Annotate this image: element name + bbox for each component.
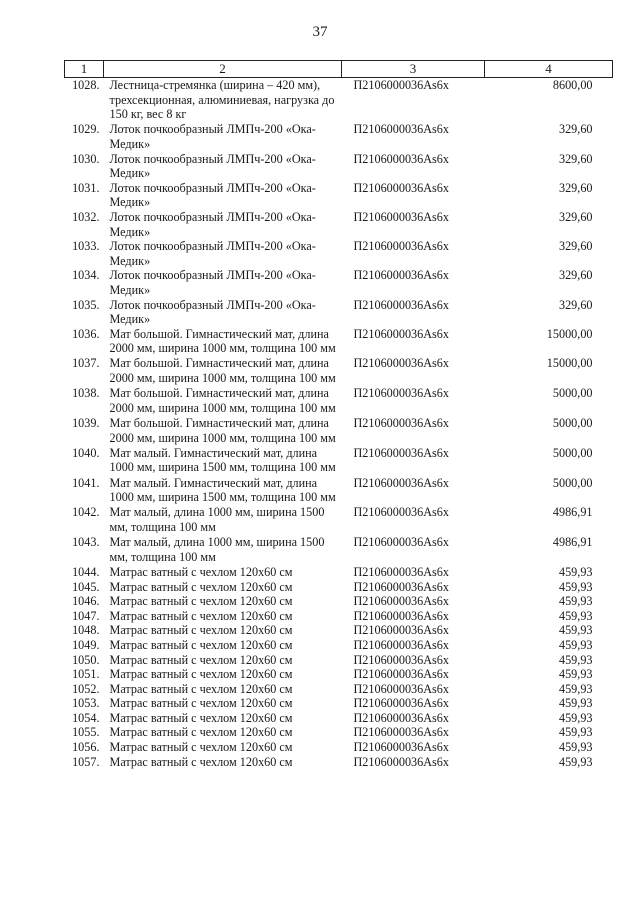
item-name: Матрас ватный с чехлом 120х60 см <box>109 667 293 682</box>
item-name: Лестница-стремянка (ширина – 420 мм), трехсекционная, алюминиевая, нагрузка до 150 кг, вес 8 кг <box>109 78 335 122</box>
item-name: Матрас ватный с чехлом 120х60 см <box>109 696 293 711</box>
item-price: 459,93 <box>558 696 593 711</box>
item-price: 459,93 <box>558 594 593 609</box>
item-price: 8600,00 <box>552 78 593 92</box>
item-price: 329,60 <box>558 180 593 195</box>
item-name: Матрас ватный с чехлом 120х60 см <box>109 579 293 594</box>
item-code: П2106000036Аs6х <box>353 608 449 623</box>
page-number: 37 <box>312 24 328 40</box>
table-row <box>65 711 613 726</box>
item-price: 459,93 <box>558 725 593 740</box>
inventory-table <box>64 60 613 769</box>
row-number: 1034. <box>72 268 100 283</box>
item-name: Мат малый, длина 1000 мм, ширина 1500 мм, толщина 100 мм <box>109 535 325 564</box>
table-row <box>65 327 613 357</box>
row-number: 1042. <box>72 505 100 520</box>
item-code: П2106000036Аs6х <box>353 564 449 579</box>
item-price: 15000,00 <box>546 326 593 341</box>
item-code: П2106000036Аs6х <box>353 637 449 652</box>
table-row <box>65 755 613 770</box>
table-row <box>65 356 613 386</box>
row-number: 1044. <box>72 564 100 579</box>
table-row <box>65 298 613 327</box>
item-price: 4986,91 <box>552 505 593 520</box>
item-name: Лоток почкообразный ЛМПч-200 «Ока-Медик» <box>109 239 316 268</box>
row-number: 1039. <box>72 416 100 431</box>
row-number: 1043. <box>72 535 100 550</box>
item-name: Лоток почкообразный ЛМПч-200 «Ока-Медик» <box>109 268 316 297</box>
row-number: 1055. <box>72 725 100 740</box>
table-row <box>65 638 613 653</box>
table-row <box>65 386 613 416</box>
item-code: П2106000036Аs6х <box>353 268 449 283</box>
table-row <box>65 696 613 711</box>
item-price: 459,93 <box>558 637 593 652</box>
item-price: 459,93 <box>558 740 593 755</box>
row-number: 1035. <box>72 297 100 312</box>
item-code: П2106000036Аs6х <box>353 475 449 490</box>
item-code: П2106000036Аs6х <box>353 740 449 755</box>
item-code: П2106000036Аs6х <box>353 297 449 312</box>
column-header-name: 2 <box>104 61 342 78</box>
item-name: Мат большой. Гимнастический мат, длина 2000 мм, ширина 1000 мм, толщина 100 мм <box>109 356 336 386</box>
item-code: П2106000036Аs6х <box>353 696 449 711</box>
item-name: Матрас ватный с чехлом 120х60 см <box>109 564 293 579</box>
table-row <box>65 535 613 565</box>
document-sheet <box>64 60 612 769</box>
row-number: 1056. <box>72 740 100 755</box>
item-price: 459,93 <box>558 710 593 725</box>
row-number: 1053. <box>72 696 100 711</box>
item-name: Мат большой. Гимнастический мат, длина 2000 мм, ширина 1000 мм, толщина 100 мм <box>109 416 336 445</box>
item-price: 459,93 <box>558 608 593 623</box>
item-price: 5000,00 <box>552 475 593 490</box>
item-code: П2106000036Аs6х <box>353 754 449 769</box>
row-number: 1036. <box>72 326 100 341</box>
item-price: 5000,00 <box>552 386 593 401</box>
item-name: Матрас ватный с чехлом 120х60 см <box>109 608 293 623</box>
row-number: 1031. <box>72 180 100 195</box>
item-name: Матрас ватный с чехлом 120х60 см <box>109 681 293 696</box>
table-row <box>65 476 613 506</box>
item-price: 459,93 <box>558 652 593 667</box>
table-row <box>65 416 613 446</box>
item-name: Матрас ватный с чехлом 120х60 см <box>109 637 293 652</box>
row-number: 1048. <box>72 623 100 638</box>
column-header-price: 4 <box>485 61 613 78</box>
table-row <box>65 594 613 609</box>
item-code: П2106000036Аs6х <box>353 505 449 520</box>
item-price: 15000,00 <box>546 356 593 371</box>
row-number: 1038. <box>72 386 100 401</box>
table-row <box>65 740 613 755</box>
item-price: 459,93 <box>558 564 593 579</box>
table-row <box>65 505 613 535</box>
item-code: П2106000036Аs6х <box>353 710 449 725</box>
table-row <box>65 653 613 668</box>
item-name: Матрас ватный с чехлом 120х60 см <box>109 740 293 755</box>
item-name: Мат малый, длина 1000 мм, ширина 1500 мм, толщина 100 мм <box>109 505 325 534</box>
item-name: Лоток почкообразный ЛМПч-200 «Ока-Медик» <box>109 209 316 239</box>
row-number: 1046. <box>72 594 100 609</box>
table-row <box>65 446 613 476</box>
item-code: П2106000036Аs6х <box>353 209 449 224</box>
item-price: 329,60 <box>558 209 593 224</box>
column-header-code: 3 <box>342 61 485 78</box>
row-number: 1037. <box>72 356 100 371</box>
item-name: Мат малый. Гимнастический мат, длина 1000 мм, ширина 1500 мм, толщина 100 мм <box>109 445 336 475</box>
item-code: П2106000036Аs6х <box>353 445 449 460</box>
row-number: 1052. <box>72 681 100 696</box>
item-name: Матрас ватный с чехлом 120х60 см <box>109 652 293 667</box>
table-row <box>65 78 613 123</box>
row-number: 1032. <box>72 209 100 224</box>
row-number: 1045. <box>72 579 100 594</box>
column-header-number: 1 <box>65 61 104 78</box>
item-code: П2106000036Аs6х <box>353 594 449 609</box>
table-row <box>65 565 613 580</box>
item-price: 329,60 <box>558 297 593 312</box>
row-number: 1051. <box>72 667 100 682</box>
item-price: 459,93 <box>558 667 593 682</box>
row-number: 1057. <box>72 754 100 769</box>
table-row <box>65 623 613 638</box>
row-number: 1041. <box>72 475 100 490</box>
table-row <box>65 609 613 624</box>
item-code: П2106000036Аs6х <box>353 326 449 341</box>
item-name: Лоток почкообразный ЛМПч-200 «Ока-Медик» <box>109 122 316 151</box>
item-name: Мат большой. Гимнастический мат, длина 2000 мм, ширина 1000 мм, толщина 100 мм <box>109 386 336 415</box>
item-code: П2106000036Аs6х <box>353 386 449 401</box>
row-number: 1033. <box>72 239 100 254</box>
table-row <box>65 682 613 697</box>
table-row <box>65 580 613 595</box>
item-price: 329,60 <box>558 122 593 137</box>
row-number: 1030. <box>72 151 100 166</box>
item-price: 4986,91 <box>552 535 593 550</box>
table-row <box>65 122 613 151</box>
item-code: П2106000036Аs6х <box>353 356 449 371</box>
item-name: Мат малый. Гимнастический мат, длина 1000 мм, ширина 1500 мм, толщина 100 мм <box>109 475 336 505</box>
item-code: П2106000036Аs6х <box>353 78 449 92</box>
table-row <box>65 667 613 682</box>
item-code: П2106000036Аs6х <box>353 681 449 696</box>
item-name: Лоток почкообразный ЛМПч-200 «Ока-Медик» <box>109 151 316 181</box>
item-name: Матрас ватный с чехлом 120х60 см <box>109 623 293 638</box>
item-price: 329,60 <box>558 268 593 283</box>
item-code: П2106000036Аs6х <box>353 652 449 667</box>
item-price: 459,93 <box>558 579 593 594</box>
item-name: Лоток почкообразный ЛМПч-200 «Ока-Медик» <box>109 180 316 210</box>
table-row <box>65 152 613 181</box>
item-price: 459,93 <box>558 754 593 769</box>
item-code: П2106000036Аs6х <box>353 725 449 740</box>
table-body <box>65 78 613 770</box>
item-price: 459,93 <box>558 681 593 696</box>
table-row <box>65 210 613 239</box>
row-number: 1047. <box>72 608 100 623</box>
header-row <box>65 61 613 78</box>
item-code: П2106000036Аs6х <box>353 180 449 195</box>
item-name: Матрас ватный с чехлом 120х60 см <box>109 725 293 740</box>
item-name: Лоток почкообразный ЛМПч-200 «Ока-Медик» <box>109 297 316 327</box>
item-name: Мат большой. Гимнастический мат, длина 2000 мм, ширина 1000 мм, толщина 100 мм <box>109 326 336 356</box>
item-price: 5000,00 <box>552 416 593 431</box>
row-number: 1029. <box>72 122 100 137</box>
item-code: П2106000036Аs6х <box>353 416 449 431</box>
table-row <box>65 725 613 740</box>
row-number: 1028. <box>72 78 100 92</box>
item-price: 459,93 <box>558 623 593 638</box>
item-code: П2106000036Аs6х <box>353 151 449 166</box>
table-row <box>65 239 613 268</box>
item-code: П2106000036Аs6х <box>353 122 449 137</box>
item-price: 329,60 <box>558 239 593 254</box>
item-price: 329,60 <box>558 151 593 166</box>
row-number: 1040. <box>72 445 100 460</box>
item-code: П2106000036Аs6х <box>353 239 449 254</box>
item-name: Матрас ватный с чехлом 120х60 см <box>109 754 293 769</box>
item-name: Матрас ватный с чехлом 120х60 см <box>109 710 293 725</box>
item-code: П2106000036Аs6х <box>353 623 449 638</box>
row-number: 1054. <box>72 710 100 725</box>
row-number: 1049. <box>72 637 100 652</box>
row-number: 1050. <box>72 652 100 667</box>
item-price: 5000,00 <box>552 445 593 460</box>
item-code: П2106000036Аs6х <box>353 535 449 550</box>
item-code: П2106000036Аs6х <box>353 667 449 682</box>
table-row <box>65 268 613 297</box>
item-name: Матрас ватный с чехлом 120х60 см <box>109 594 293 609</box>
table-header <box>65 61 613 78</box>
item-code: П2106000036Аs6х <box>353 579 449 594</box>
table-row <box>65 181 613 210</box>
